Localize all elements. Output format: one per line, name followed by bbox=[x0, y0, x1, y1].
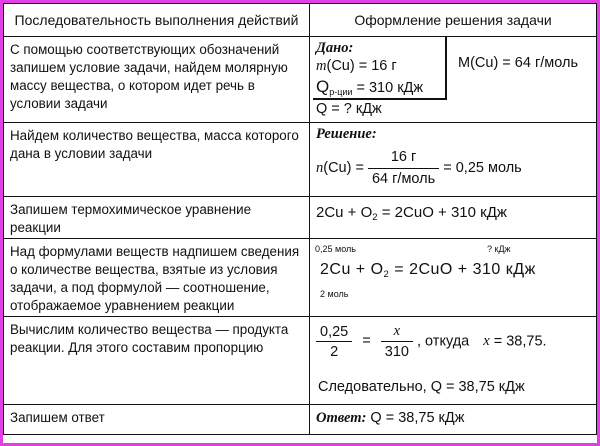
solution-label: Решение: bbox=[316, 126, 377, 142]
solution-table bbox=[3, 3, 597, 435]
thermochem-equation: $2Cu + O_2 = 2CuO + 310$ кДж bbox=[316, 204, 507, 223]
fraction-right: $\frac{x}{310}$ bbox=[381, 323, 413, 360]
given-heat: $Q_{р-ции} = 310$ кДж bbox=[316, 77, 424, 97]
step-text: Вычислим количество вещества — продукта реакции. Для этого составим пропорцию bbox=[4, 317, 310, 405]
given-cell bbox=[310, 37, 597, 123]
table-row bbox=[4, 197, 597, 239]
proportion: $\frac{0,25}{2}$ = $\frac{x}{310}$ , откуда x = 38,75. bbox=[316, 323, 547, 360]
given-label: Дано: bbox=[316, 40, 354, 56]
answer-cell bbox=[310, 405, 597, 435]
given-divider bbox=[313, 98, 445, 100]
above-cu-label: 0,25 моль bbox=[315, 244, 356, 254]
step-text: С помощью соответствующих обозначений запишем условие задачи, найдем молярную массу вещества, о котором идет речь в условии задачи bbox=[4, 37, 310, 123]
table-row bbox=[4, 405, 597, 435]
proportion-cell bbox=[310, 317, 597, 405]
header-solution: Оформление решения задачи bbox=[310, 4, 597, 37]
above-q-label: ? кДж bbox=[487, 244, 511, 254]
find-value: Q = ? кДж bbox=[316, 101, 382, 117]
amount-fraction: $\frac{16 г}{\text{64 г/моль}}$ bbox=[368, 149, 439, 187]
step-text: Запишем ответ bbox=[4, 405, 310, 435]
table-row bbox=[4, 123, 597, 197]
table-row bbox=[4, 37, 597, 123]
consequently-text: Следовательно, Q = 38,75 кДж bbox=[318, 379, 525, 395]
fraction-left: $\frac{0,25}{2}$ bbox=[316, 324, 352, 360]
step-text: Найдем количество вещества, масса которого дана в условии задачи bbox=[4, 123, 310, 197]
below-cu-label: 2 моль bbox=[320, 289, 349, 299]
table-row bbox=[4, 239, 597, 317]
header-steps: Последовательность выполнения действий bbox=[4, 4, 310, 37]
step-text: Над формулами веществ надпишем сведения о количестве вещества, взятые из условия задачи, а под формулой — соотношение, отображаемое уравнением реакции bbox=[4, 239, 310, 317]
given-vertical-divider bbox=[445, 37, 447, 100]
answer: Ответ: Q = 38,75 кДж bbox=[316, 410, 465, 426]
molar-mass: M(Cu) = 64 г/моль bbox=[458, 55, 579, 71]
table-row bbox=[4, 317, 597, 405]
step-text: Запишем термохимическое уравнение реакции bbox=[4, 197, 310, 239]
equation-cell bbox=[310, 197, 597, 239]
amount-formula: n(Cu) = $\frac{16 г}{\text{64 г/моль}}$ = 0,25 моль bbox=[316, 149, 522, 187]
annotated-equation: $2Cu + O_2 = 2CuO + 310$ кДж bbox=[320, 261, 536, 280]
given-mass: m(Cu) = 16 г bbox=[316, 58, 397, 74]
header-row bbox=[4, 4, 597, 37]
annotated-equation-cell bbox=[310, 239, 597, 317]
amount-cell bbox=[310, 123, 597, 197]
